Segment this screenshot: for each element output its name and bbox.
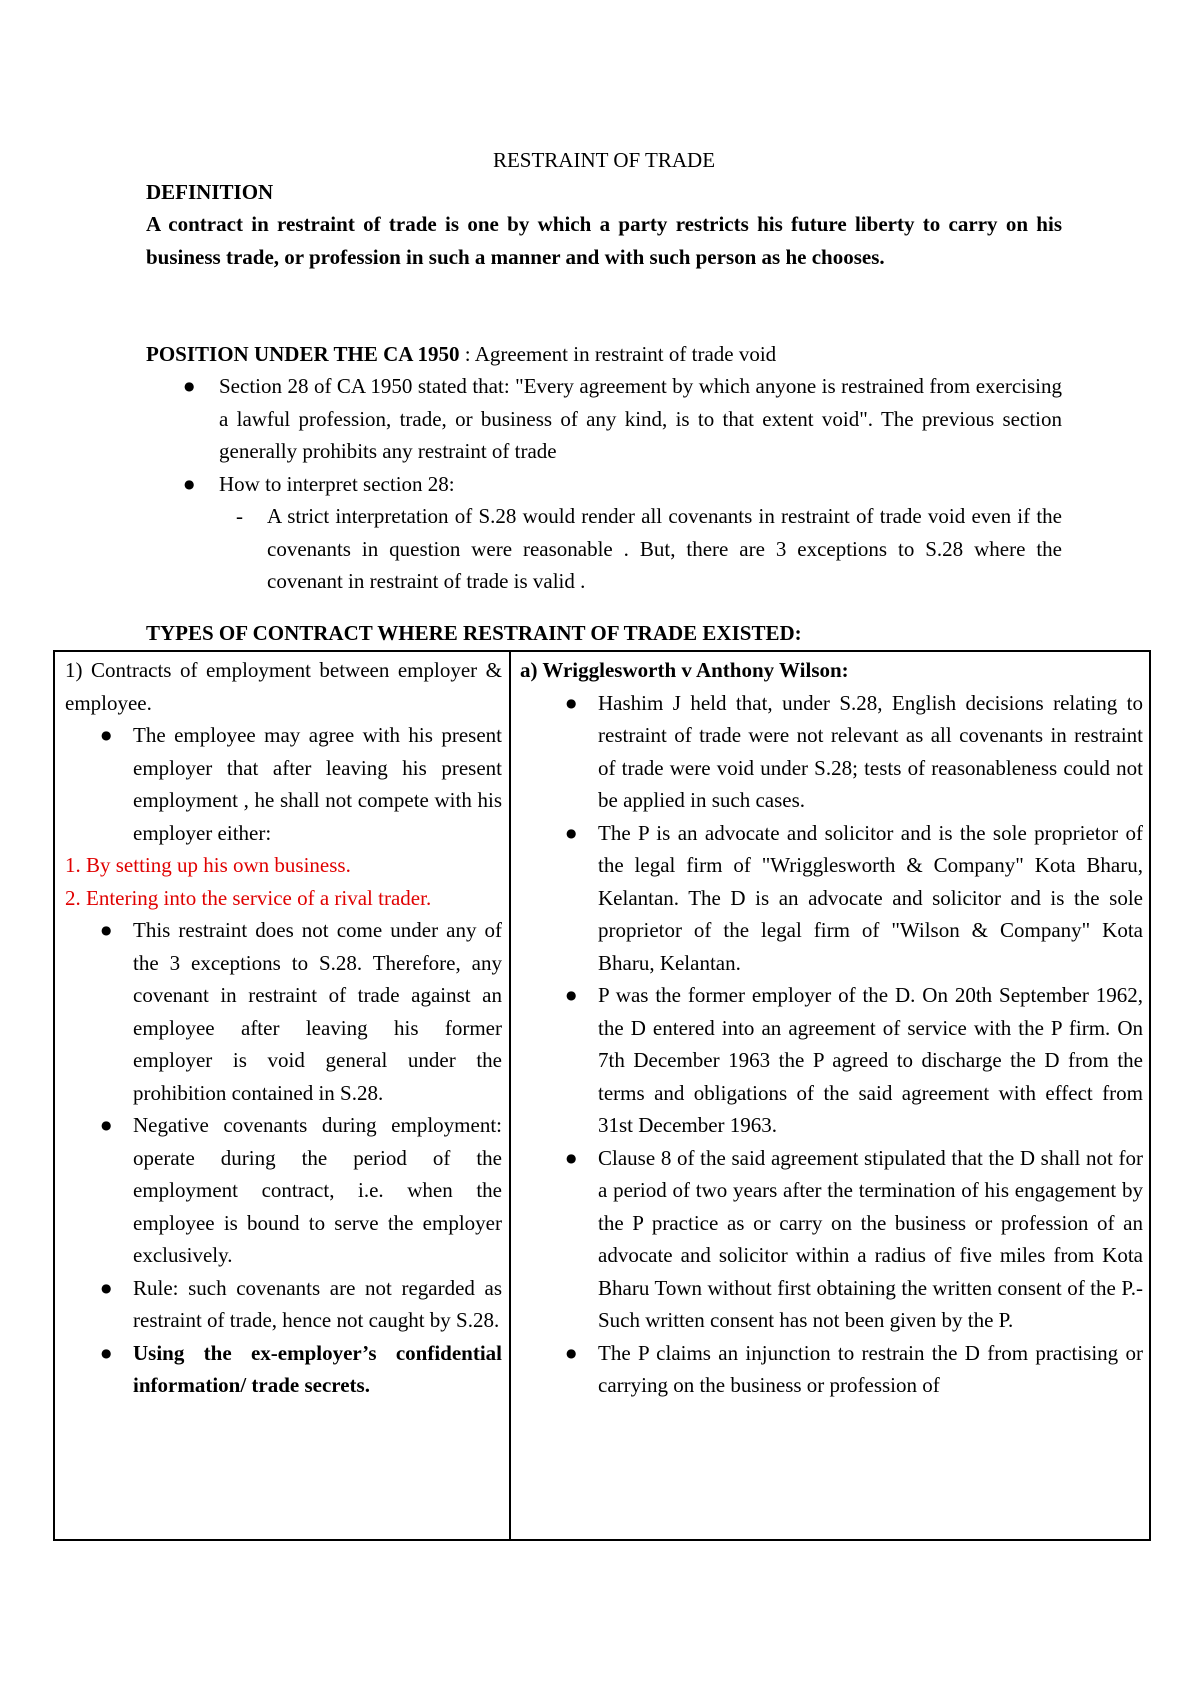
definition-text: A contract in restraint of trade is one by which a party restricts his future liberty to carry on his business trade, or profession in such a manner and with such person as he chooses. — [146, 212, 1062, 269]
case-title: a) Wrigglesworth v Anthony Wilson: — [520, 658, 849, 682]
red-item-rival-trader: 2. Entering into the service of a rival trader. — [65, 885, 432, 910]
case-bullet-employment: ● P was the former employer of the D. On 20th September 1962, the D entered into an agreement of service with the P firm. On 7th December 1963 the P agreed to discharge the D from the terms and obligations of the said agreement with effect from 31st December 1963. — [563, 979, 1143, 1142]
document-title: RESTRAINT OF TRADE — [492, 148, 716, 172]
position-heading-line — [146, 338, 776, 371]
employment-contract-intro: 1) Contracts of employment between employer & employee. — [65, 658, 502, 715]
red-item-own-business: 1. By setting up his own business. — [65, 853, 351, 877]
table-right-cell — [520, 654, 1143, 1402]
position-bullet-interpret: ● How to interpret section 28: — [184, 468, 1062, 501]
table-column-divider — [509, 652, 511, 1539]
case-bullet-held: ● Hashim J held that, under S.28, English decisions relating to restraint of trade were not relevant as all covenants in restraint of trade were void under S.28; tests of reasonableness could not be applied in such cases. — [563, 687, 1143, 817]
left-bullet-negative-covenants: ● Negative covenants during employment: operate during the period of the employment contract, i.e. when the employee is bound to serve the employer exclusively. — [98, 1109, 502, 1272]
position-list — [184, 370, 1062, 598]
left-bullet-confidential-info: ● Using the ex-employer’s confidential information/ trade secrets. — [98, 1337, 502, 1402]
strict-interpretation-item: - A strict interpretation of S.28 would render all covenants in restraint of trade void even if the covenants in question were reasonable . But, there are 3 exceptions to S.28 where the covenant in restraint of trade is valid . — [224, 500, 1062, 598]
types-table — [53, 650, 1151, 1541]
employee-agreement-bullet: ● The employee may agree with his present employer that after leaving his present employment , he shall not compete with his employer either: — [98, 719, 502, 849]
position-heading: POSITION UNDER THE CA 1950 — [146, 342, 460, 366]
position-subtitle: : Agreement in restraint of trade void — [459, 342, 777, 366]
definition-heading: DEFINITION — [146, 180, 274, 204]
case-bullet-parties: ● The P is an advocate and solicitor and is the sole proprietor of the legal firm of "Wrigglesworth & Company" Kota Bharu, Kelantan. The D is an advocate and solicitor and is the sole proprietor of the legal firm of "Wilson & Company" Kota Bharu, Kelantan. — [563, 817, 1143, 980]
left-bullet-exceptions: ● This restraint does not come under any of the 3 exceptions to S.28. Therefore, any covenant in restraint of trade against an employee after leaving his former employer is void general under the prohibition contained in S.28. — [98, 914, 502, 1109]
types-heading: TYPES OF CONTRACT WHERE RESTRAINT OF TRADE EXISTED: — [146, 621, 802, 645]
left-bullet-rule: ● Rule: such covenants are not regarded as restraint of trade, hence not caught by S.28. — [98, 1272, 502, 1337]
position-bullet-section-28: ● Section 28 of CA 1950 stated that: "Every agreement by which anyone is restrained from exercising a lawful profession, trade, or business of any kind, is to that extent void". The previous section generally prohibits any restraint of trade — [184, 370, 1062, 468]
case-bullet-injunction: ● The P claims an injunction to restrain the D from practising or carrying on the business or profession of — [563, 1337, 1143, 1402]
table-left-cell — [65, 654, 502, 1402]
case-bullet-clause-8: ● Clause 8 of the said agreement stipulated that the D shall not for a period of two years after the termination of his engagement by the P practice as or carry on the business or profession of an advocate and solicitor within a radius of five miles from Kota Bharu Town without first obtaining the written consent of the P.- Such written consent has not been given by the P. — [563, 1142, 1143, 1337]
